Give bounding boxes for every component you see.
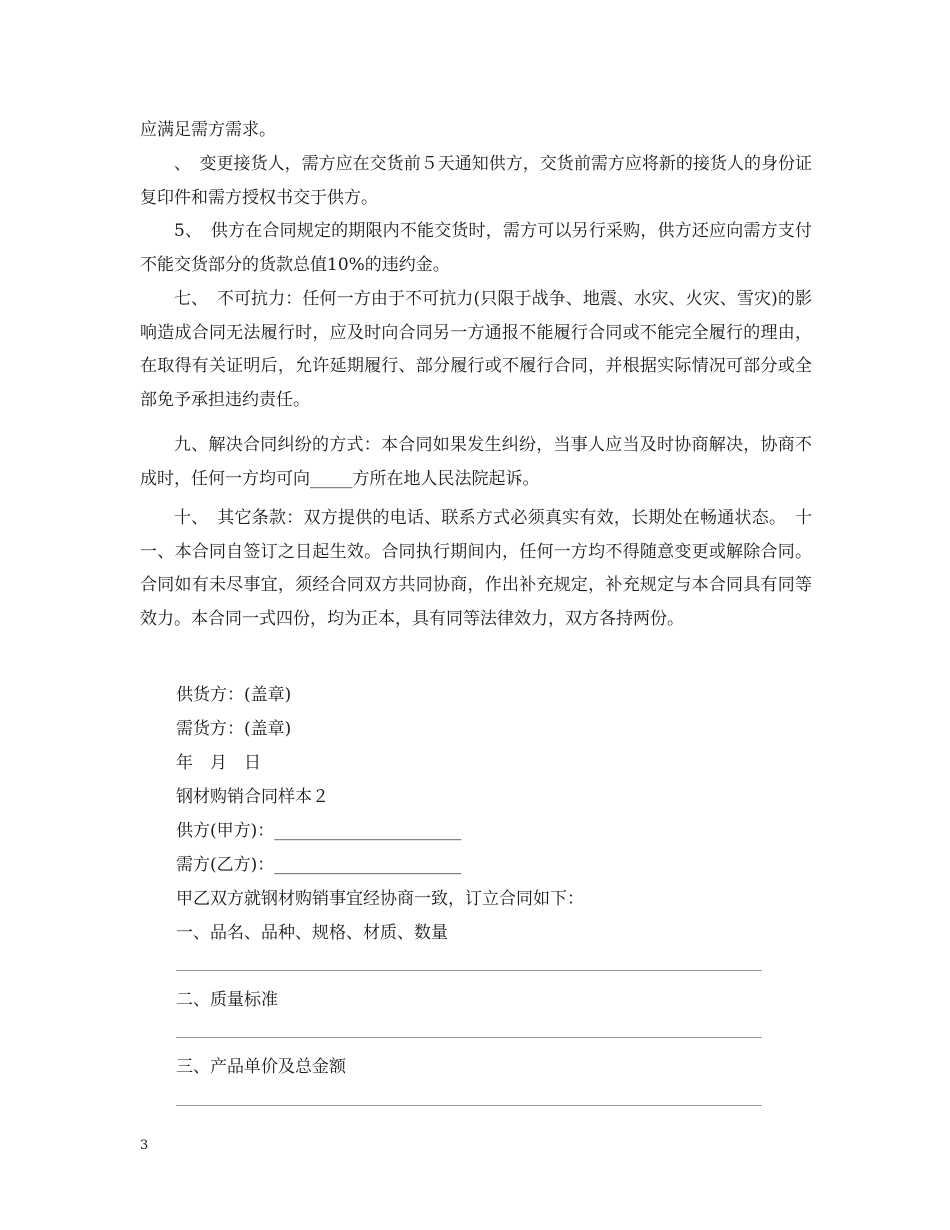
paragraph-other-terms: 十、 其它条款：双方提供的电话、联系方式必须真实有效，长期处在畅通状态。 十一、本合同自签订之日起生效。合同执行期间内，任何一方均不得随意变更或解除合同。合同如有未尽事宜，须经合同双方共同协商，作出补充规定，补充规定与本合同具有同等效力。本合同一式四份，均为正本，具有同等法律效力，双方各持两份。 <box>140 508 812 629</box>
section-product-spec: 一、品名、品种、规格、材质、数量 <box>176 923 448 943</box>
fill-in-rule <box>176 1105 762 1106</box>
date-line: 年 月 日 <box>176 753 261 773</box>
paragraph-change-consignee: 、 变更接货人，需方应在交货前５天通知供方，交货前需方应将新的接货人的身份证复印件和需方授权书交于供方。 <box>140 154 812 208</box>
buyer-seal-line: 需货方：(盖章) <box>176 719 292 739</box>
supplier-seal-line: 供货方：(盖章) <box>176 685 292 705</box>
party-b-line: 需方(乙方)：______________________ <box>176 855 462 875</box>
contract-sample-title: 钢材购销合同样本２ <box>176 787 329 807</box>
page-number: 3 <box>140 1138 149 1153</box>
paragraph-failure-to-deliver: 5、 供方在合同规定的期限内不能交货时，需方可以另行采购，供方还应向需方支付不能交货部分的货款总值10%的违约金。 <box>140 221 812 275</box>
paragraph-dispute-resolution: 九、解决合同纠纷的方式：本合同如果发生纠纷，当事人应当及时协商解决，协商不成时，任何一方均可向_____方所在地人民法院起诉。 <box>140 435 812 489</box>
agreement-intro-line: 甲乙双方就钢材购销事宜经协商一致，订立合同如下： <box>176 889 584 909</box>
section-unit-price-total: 三、产品单价及总金额 <box>176 1057 346 1077</box>
paragraph-demand-fulfillment: 应满足需方需求。 <box>140 120 276 140</box>
party-a-line: 供方(甲方)：______________________ <box>176 821 462 841</box>
fill-in-rule <box>176 970 762 971</box>
section-quality-standard: 二、质量标准 <box>176 990 278 1010</box>
paragraph-force-majeure: 七、 不可抗力：任何一方由于不可抗力(只限于战争、地震、水灾、火灾、雪灾)的影响造成合同无法履行时，应及时向合同另一方通报不能履行合同或不能完全履行的理由，在取得有关证明后，允许延期履行、部分履行或不履行合同，并根据实际情况可部分或全部免予承担违约责任。 <box>140 289 812 410</box>
fill-in-rule <box>176 1037 762 1038</box>
